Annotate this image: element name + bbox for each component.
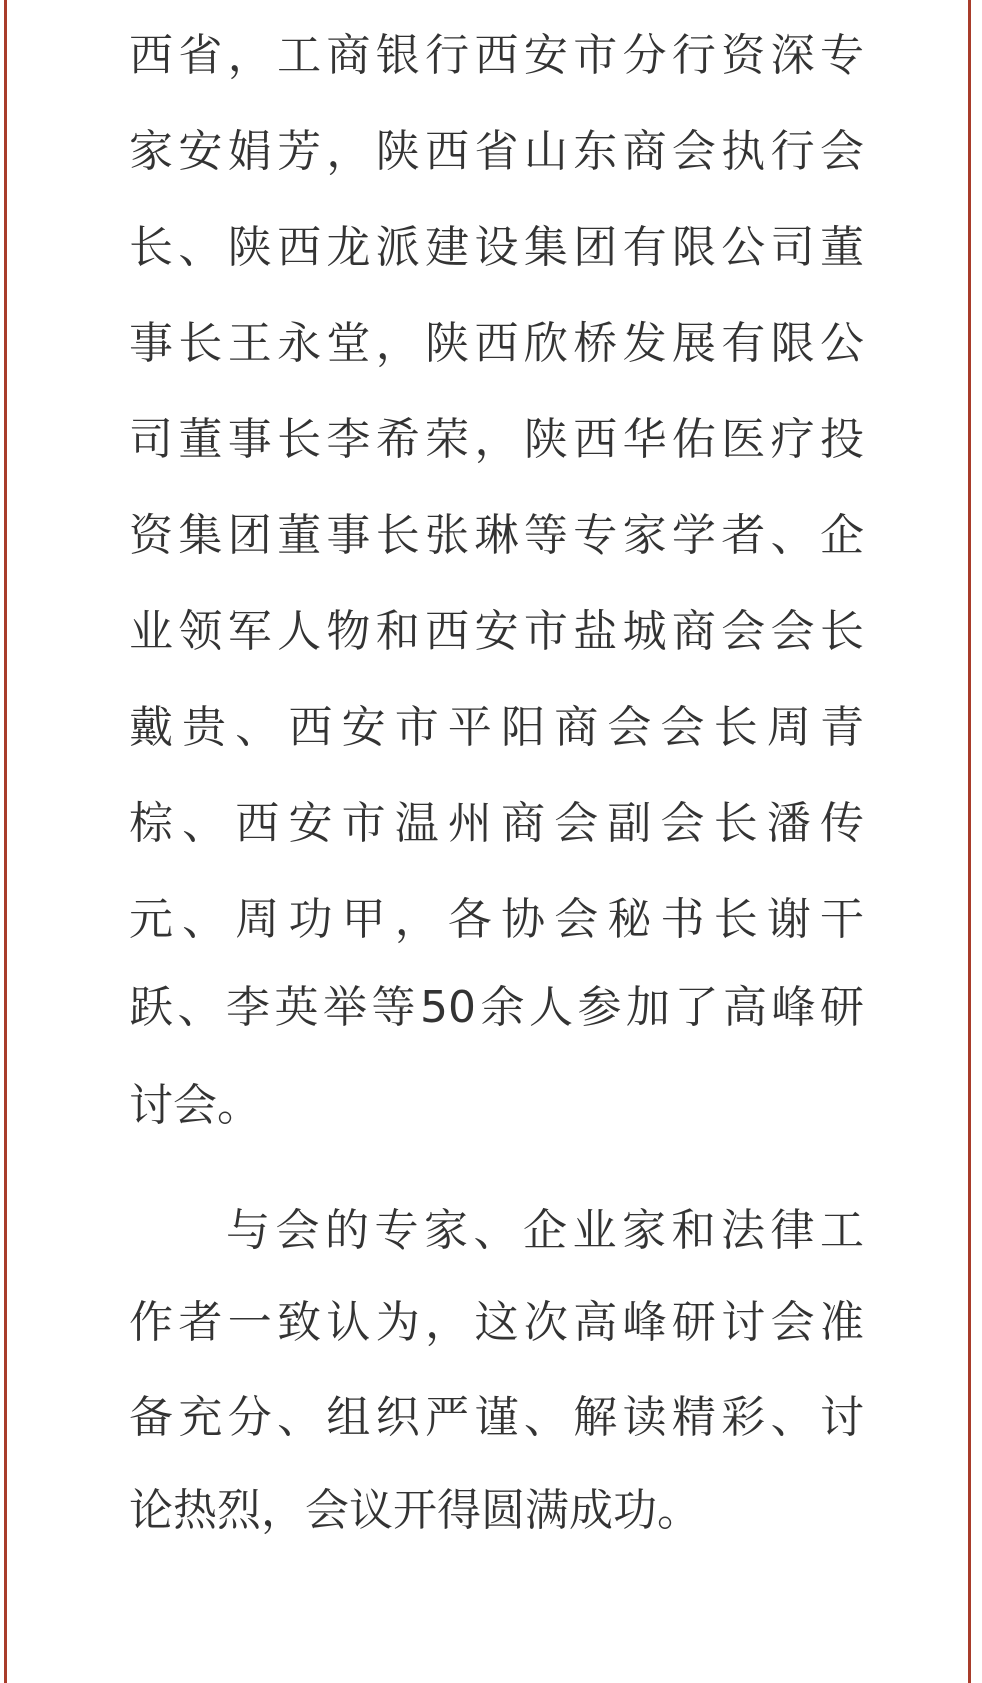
left-border-line bbox=[4, 0, 7, 1683]
paragraph-line: 讨会。 bbox=[129, 1080, 261, 1131]
paragraph-line: 业领军人物和西安市盐城商会会长 bbox=[129, 606, 864, 657]
paragraph-line: 备充分、组织严谨、解读精彩、讨 bbox=[129, 1392, 864, 1443]
paragraph-line: 论热烈，会议开得圆满成功。 bbox=[129, 1485, 701, 1536]
paragraph-line: 戴贵、西安市平阳商会会长周青 bbox=[129, 702, 864, 753]
paragraph-line: 作者一致认为，这次高峰研讨会准 bbox=[129, 1297, 864, 1348]
paragraph-line: 元、周功甲，各协会秘书长谢干 bbox=[129, 894, 864, 945]
right-border-line bbox=[968, 0, 971, 1683]
paragraph-line: 长、陕西龙派建设集团有限公司董 bbox=[129, 222, 864, 273]
paragraph-line: 司董事长李希荣，陕西华佑医疗投 bbox=[129, 414, 864, 465]
paragraph-line: 西省，工商银行西安市分行资深专 bbox=[129, 30, 864, 81]
paragraph-line: 资集团董事长张琳等专家学者、企 bbox=[129, 510, 864, 561]
paragraph-line: 事长王永堂，陕西欣桥发展有限公 bbox=[129, 318, 864, 369]
paragraph-line: 跃、李英举等50余人参加了高峰研 bbox=[129, 982, 864, 1033]
paragraph-line: 棕、西安市温州商会副会长潘传 bbox=[129, 798, 864, 849]
paragraph-line: 家安娟芳，陕西省山东商会执行会 bbox=[129, 126, 864, 177]
paragraph-line: 与会的专家、企业家和法律工 bbox=[226, 1205, 864, 1256]
